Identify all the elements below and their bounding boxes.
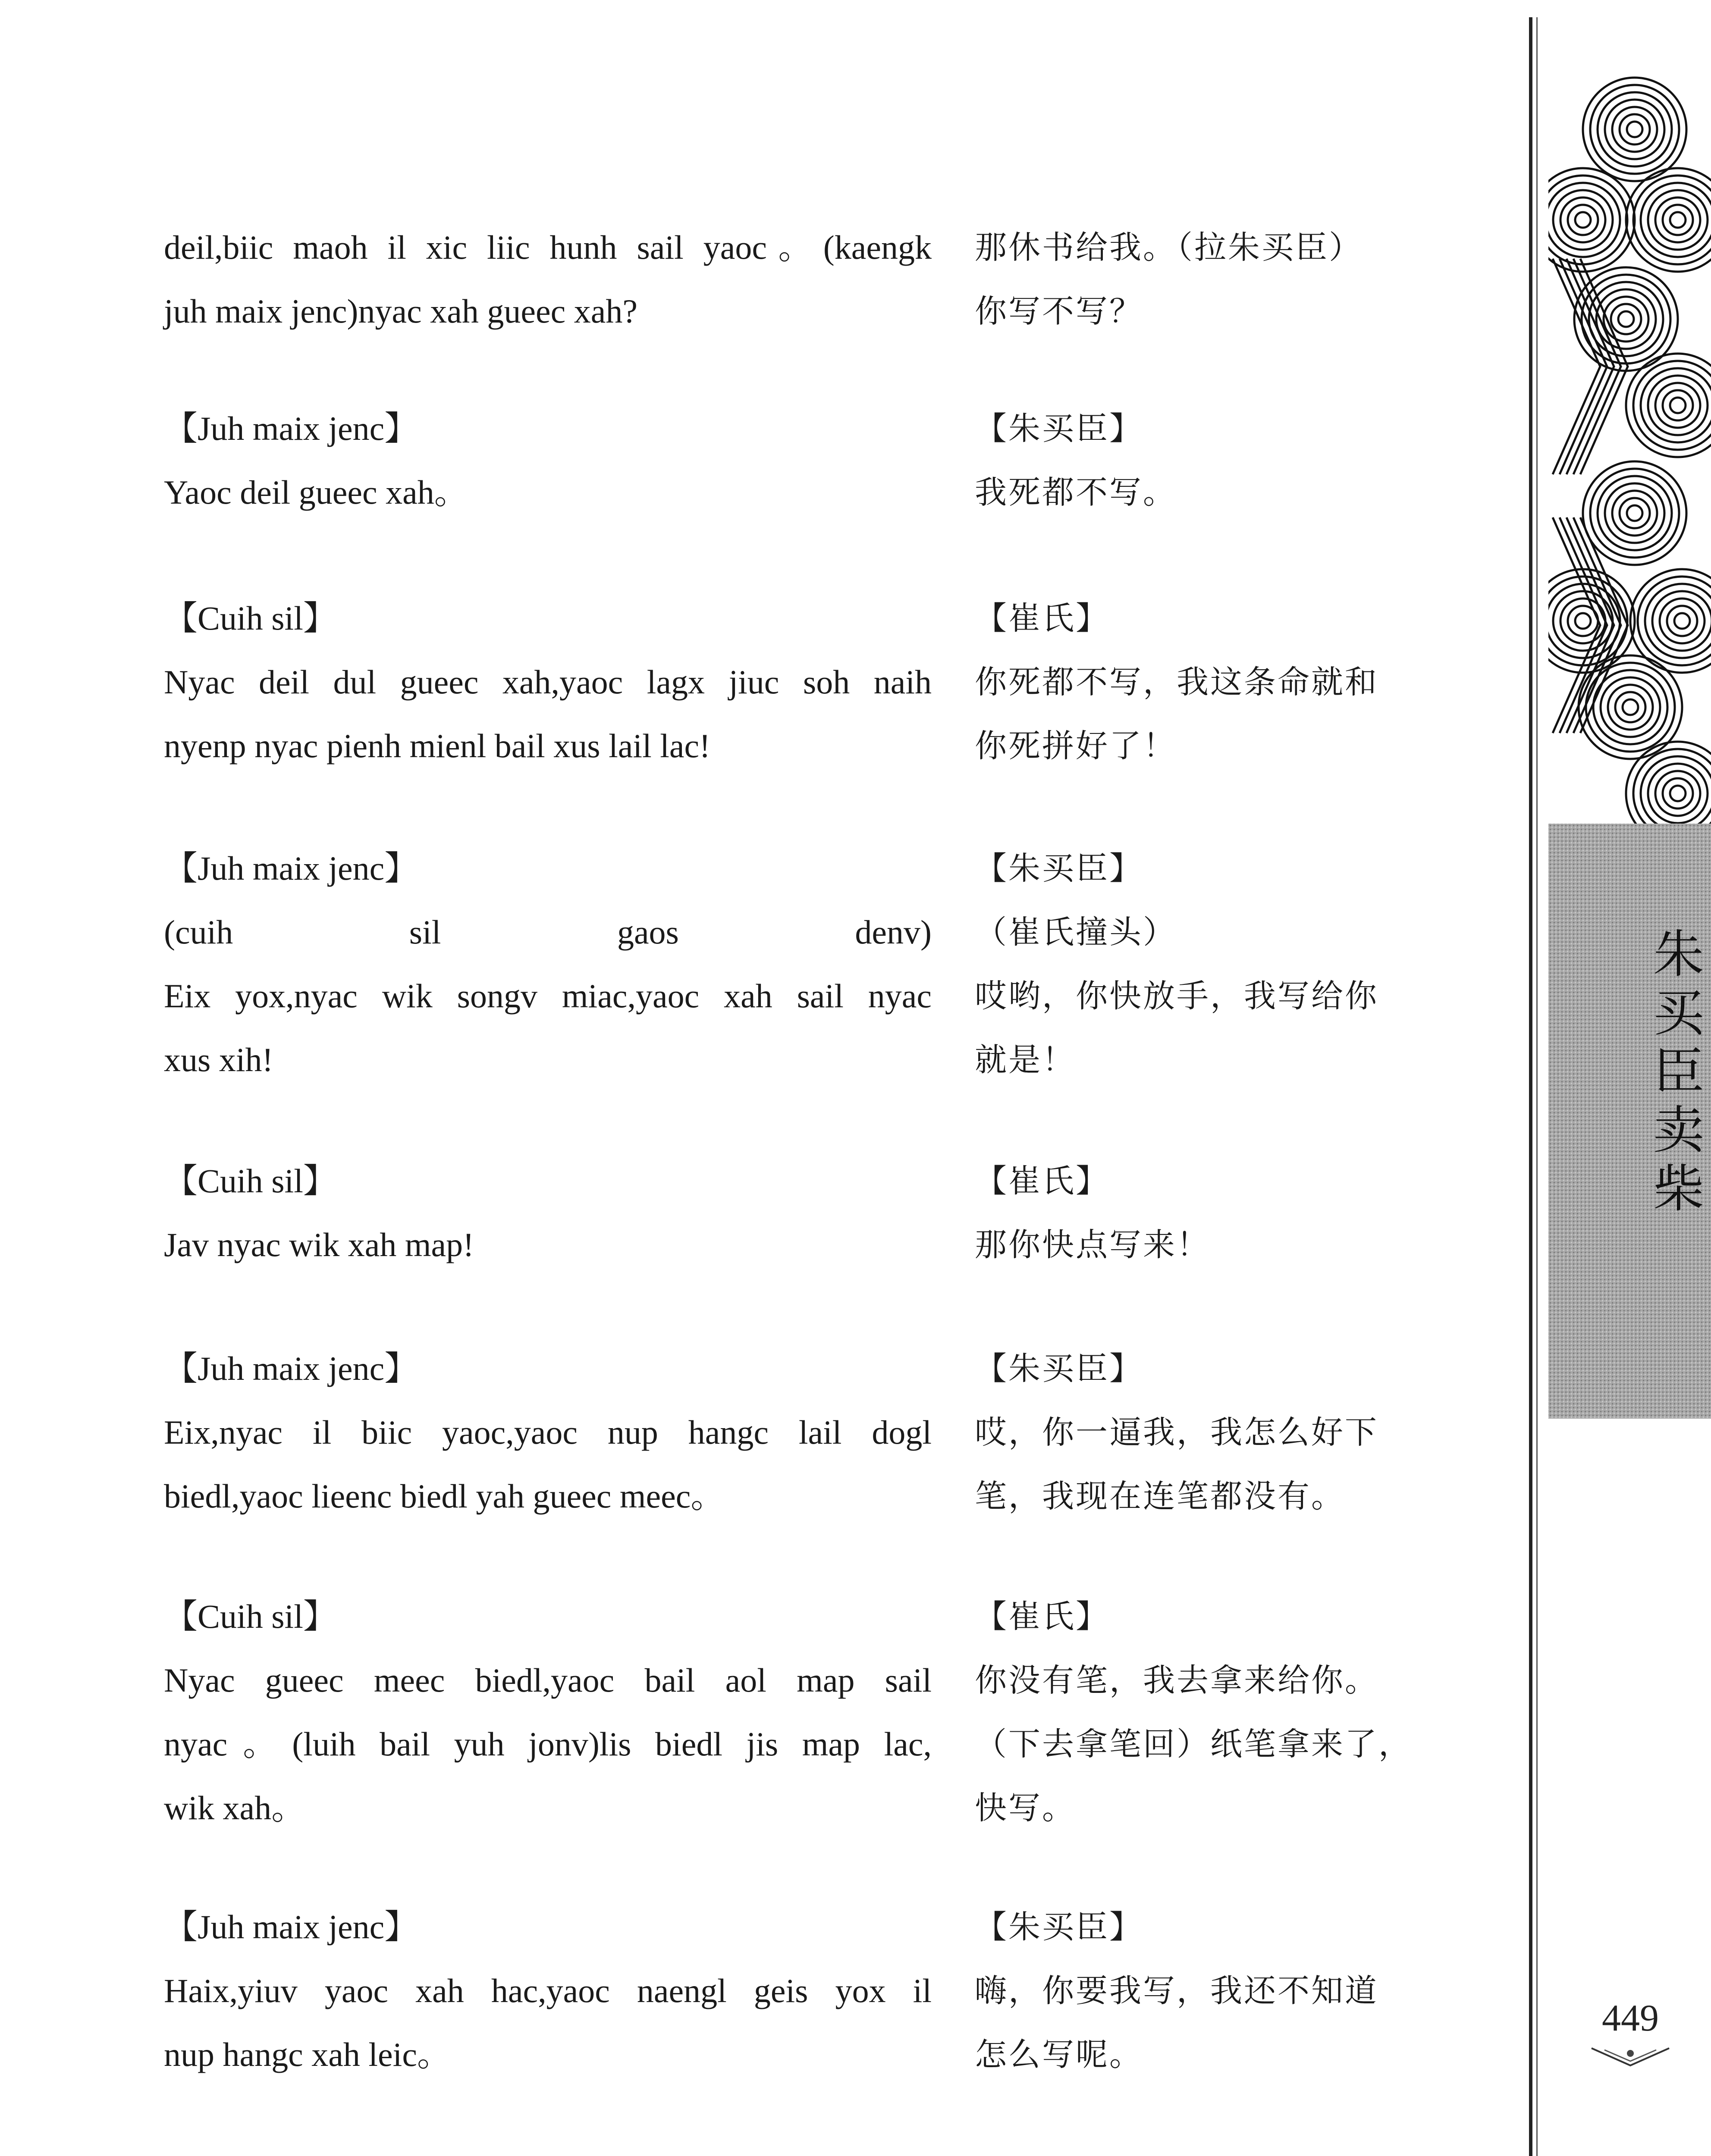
text-line: （下去拿笔回）纸笔拿来了， [975, 1726, 1412, 1763]
text-line: 就是！ [975, 1041, 1076, 1078]
text-line: 嗨，你要我写，我还不知道 [975, 1972, 1378, 2009]
chapter-title: 朱买臣卖柴 [1645, 927, 1704, 1220]
chinese-paragraph [975, 586, 1471, 778]
text-line: nyac。(luih bail yuh jonv)lis biedl jis map lac, [164, 1725, 932, 1763]
text-line: 怎么写呢。 [975, 2036, 1143, 2073]
speaker-label: 【Juh maix jenc】 [164, 410, 418, 447]
text-line: 笔，我现在连笔都没有。 [975, 1478, 1345, 1515]
text-line: deil,biic maoh il xic liic hunh sail yaoc。(kaengk [164, 229, 932, 266]
dong-paragraph [164, 216, 932, 343]
text-line: Yaoc deil gueec xah。 [164, 473, 468, 511]
text-line: xus xih! [164, 1041, 273, 1078]
page-number-ornament [1587, 2044, 1673, 2070]
dong-paragraph [164, 586, 932, 778]
dong-paragraph [164, 1585, 932, 1840]
dong-paragraph [164, 837, 932, 1092]
margin-rule [1529, 17, 1532, 2156]
text-line: 你死都不写，我这条命就和 [975, 664, 1378, 701]
text-line: Haix,yiuv yaoc xah hac,yaoc naengl geis yox il [164, 1972, 932, 2009]
speaker-label: 【朱买臣】 [975, 410, 1143, 447]
text-line: biedl,yaoc lieenc biedl yah gueec meec。 [164, 1477, 725, 1515]
text-line: 你没有笔，我去拿来给你。 [975, 1662, 1378, 1699]
chinese-paragraph [975, 397, 1471, 524]
text-line: 你写不写？ [975, 293, 1143, 330]
text-line: （崔氏撞头） [975, 914, 1177, 951]
text-line: nyenp nyac pienh mienl bail xus lail lac! [164, 727, 711, 765]
dong-paragraph [164, 1149, 932, 1277]
text-line: wik xah。 [164, 1789, 305, 1827]
chinese-paragraph [975, 1585, 1471, 1840]
chinese-paragraph [975, 216, 1471, 343]
speaker-label: 【朱买臣】 [975, 1908, 1143, 1946]
speaker-label: 【崔氏】 [975, 1163, 1109, 1200]
text-line: juh maix jenc)nyac xah gueec xah? [164, 292, 637, 330]
chapter-title-band [1548, 824, 1711, 1419]
text-line: (cuih sil gaos denv) [164, 913, 932, 951]
text-line: Eix yox,nyac wik songv miac,yaoc xah sail nyac [164, 977, 932, 1015]
speaker-label: 【朱买臣】 [975, 850, 1143, 887]
dong-paragraph [164, 1337, 932, 1528]
chinese-paragraph [975, 837, 1471, 1092]
dong-paragraph [164, 1895, 932, 2087]
text-line: 快写。 [975, 1789, 1076, 1827]
text-line: 我死都不写。 [975, 474, 1177, 511]
page-number: 449 [1602, 1997, 1659, 2039]
chinese-paragraph [975, 1149, 1471, 1277]
speaker-label: 【崔氏】 [975, 1598, 1109, 1635]
chinese-paragraph [975, 1895, 1471, 2087]
speaker-label: 【Cuih sil】 [164, 1162, 337, 1200]
text-line: Jav nyac wik xah map! [164, 1226, 474, 1263]
speaker-label: 【Cuih sil】 [164, 1598, 337, 1635]
speaker-label: 【朱买臣】 [975, 1350, 1143, 1387]
speaker-label: 【Juh maix jenc】 [164, 849, 418, 887]
text-line: Nyac gueec meec biedl,yaoc bail aol map sail [164, 1661, 932, 1699]
text-line: 哎，你一逼我，我怎么好下 [975, 1414, 1378, 1451]
text-line: 那你快点写来！ [975, 1226, 1210, 1263]
text-line: 你死拼好了！ [975, 727, 1177, 765]
speaker-label: 【崔氏】 [975, 600, 1109, 637]
dong-paragraph [164, 397, 932, 524]
speaker-label: 【Cuih sil】 [164, 599, 337, 637]
text-line: Eix,nyac il biic yaoc,yaoc nup hangc lail dogl [164, 1413, 932, 1451]
text-line: 那休书给我。（拉朱买臣） [975, 229, 1363, 266]
text-line: Nyac deil dul gueec xah,yaoc lagx jiuc soh naih [164, 663, 932, 701]
text-line: nup hangc xah leic。 [164, 2036, 451, 2073]
margin-rule-thin [1536, 17, 1538, 2156]
cloud-pattern-ornament [1548, 17, 1711, 824]
speaker-label: 【Juh maix jenc】 [164, 1908, 418, 1946]
speaker-label: 【Juh maix jenc】 [164, 1350, 418, 1387]
chinese-paragraph [975, 1337, 1471, 1528]
text-line: 哎哟，你快放手，我写给你 [975, 978, 1378, 1015]
